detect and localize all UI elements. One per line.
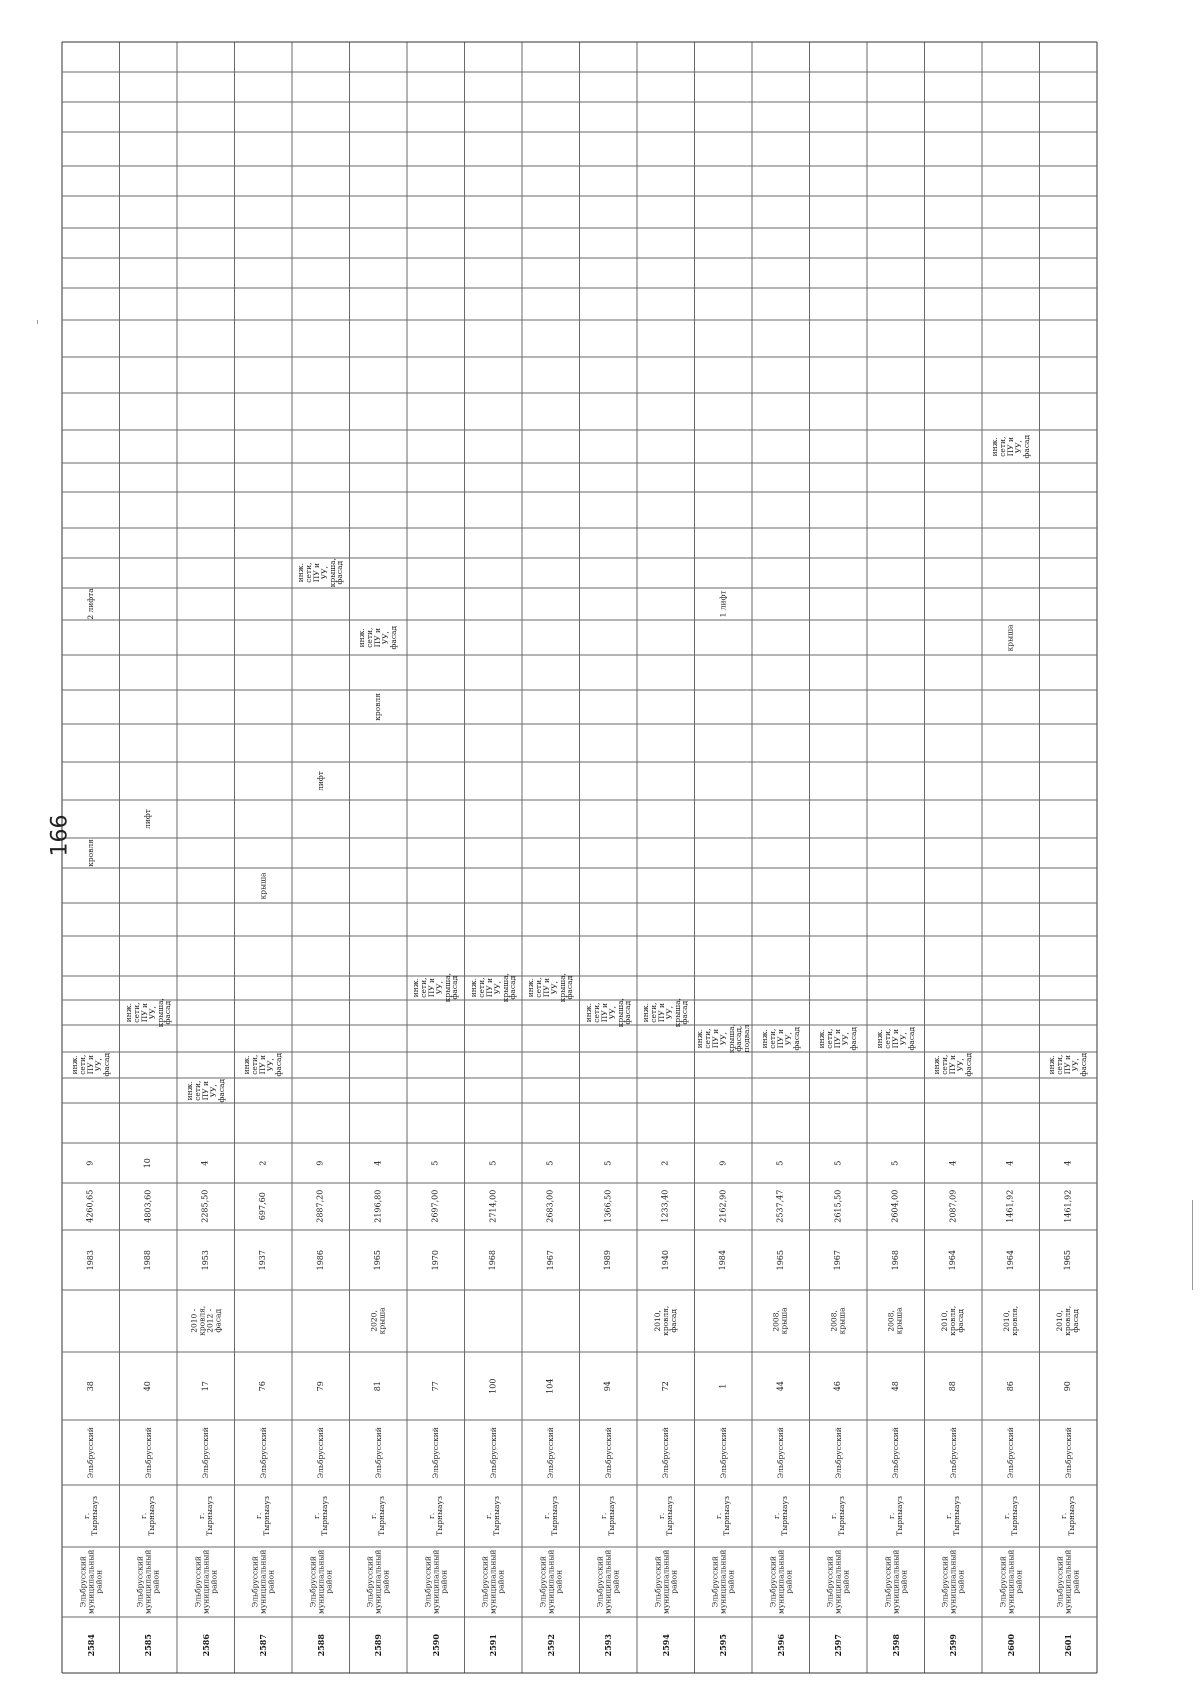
area-cell-text: 697,60 <box>258 1192 268 1221</box>
build-year-cell-text: 1937 <box>258 1249 268 1271</box>
area-cell-text: 4803,60 <box>143 1189 153 1224</box>
district-cell-text: Эльбрусский муниципальный район <box>135 1549 161 1615</box>
row-number-text: 2587 <box>258 1633 269 1657</box>
house-number-cell-text: 94 <box>603 1380 613 1392</box>
floors-cell-text: 5 <box>775 1160 785 1166</box>
house-number-cell-text: 72 <box>660 1380 670 1392</box>
locality-cell-text: г. Тырныауз <box>254 1496 272 1536</box>
street-cell-text: Эльбрусский <box>718 1426 728 1479</box>
work-type-cell-text: крыша <box>258 872 268 899</box>
floors-cell-text: 9 <box>315 1160 325 1166</box>
district-cell-text: Эльбрусский муниципальный район <box>537 1549 563 1615</box>
work-type-cell-text: инж. сети, ПУ и УУ, фасад <box>242 1053 284 1077</box>
district-cell-text: Эльбрусский муниципальный район <box>882 1549 908 1615</box>
work-type-cell-text: инж. сети, ПУ и УУ, фасад <box>357 625 399 650</box>
row-number-text: 2593 <box>603 1633 614 1657</box>
work-type-cell-text: 2 лифта <box>85 588 95 620</box>
district-cell-text: Эльбрусский муниципальный район <box>365 1549 391 1615</box>
previous-repairs-cell-text: 2008, крыша <box>886 1307 904 1335</box>
district-cell-text: Эльбрусский муниципальный район <box>480 1549 506 1615</box>
floors-cell-text: 4 <box>1005 1160 1015 1166</box>
locality-cell-text: г. Тырныауз <box>1059 1496 1077 1536</box>
build-year-cell-text: 1989 <box>603 1249 613 1271</box>
house-number-cell-text: 88 <box>948 1380 958 1392</box>
row-number-text: 2599 <box>948 1633 959 1657</box>
locality-cell-text: г. Тырныауз <box>541 1496 559 1536</box>
floors-cell-text: 5 <box>890 1160 900 1166</box>
area-cell-text: 2887,20 <box>315 1189 325 1224</box>
build-year-cell-text: 1940 <box>660 1249 670 1271</box>
row-number-text: 2598 <box>890 1633 901 1657</box>
area-cell-text: 1366,50 <box>603 1189 613 1224</box>
house-number-cell-text: 40 <box>143 1380 153 1392</box>
work-type-cell-text: инж. сети, ПУ и УУ, фасад <box>760 1026 801 1051</box>
work-type-cell-text: кровля <box>373 693 383 721</box>
area-cell-text: 2537,47 <box>775 1189 785 1224</box>
district-cell-text: Эльбрусский муниципальный район <box>595 1549 621 1615</box>
locality-cell-text: г. Тырныауз <box>1001 1496 1019 1536</box>
row-number-text: 2601 <box>1063 1633 1074 1657</box>
district-cell-text: Эльбрусский муниципальный район <box>1055 1549 1081 1615</box>
build-year-cell-text: 1964 <box>948 1249 958 1271</box>
floors-cell-text: 9 <box>85 1160 95 1166</box>
scan-edge-mark <box>37 320 38 324</box>
build-year-cell-text: 1986 <box>315 1249 325 1271</box>
district-cell-text: Эльбрусский муниципальный район <box>710 1549 736 1615</box>
area-cell-text: 2196,80 <box>373 1189 383 1224</box>
house-number-cell-text: 44 <box>775 1380 785 1392</box>
locality-cell-text: г. Тырныауз <box>369 1496 387 1536</box>
district-cell-text: Эльбрусский муниципальный район <box>422 1549 448 1615</box>
locality-cell-text: г. Тырныауз <box>886 1496 904 1536</box>
build-year-cell-text: 1968 <box>890 1249 900 1271</box>
row-number-text: 2589 <box>373 1633 384 1657</box>
row-number-text: 2600 <box>1005 1633 1016 1657</box>
locality-cell-text: г. Тырныауз <box>196 1496 214 1536</box>
work-type-cell-text: инж. сети, ПУ и УУ, фасад <box>932 1053 974 1077</box>
house-number-cell-text: 17 <box>200 1380 210 1392</box>
page-number-label: 166 <box>47 814 73 856</box>
district-cell-text: Эльбрусский муниципальный район <box>825 1549 851 1615</box>
area-cell-text: 2162,90 <box>718 1189 728 1224</box>
street-cell-text: Эльбрусский <box>85 1426 95 1479</box>
locality-cell-text: г. Тырныауз <box>311 1496 329 1536</box>
floors-cell-text: 5 <box>430 1160 440 1166</box>
row-number-text: 2591 <box>488 1633 499 1657</box>
work-type-cell-text: инж. сети, ПУ и УУ, крыша, фасад <box>641 997 690 1028</box>
build-year-cell-text: 1968 <box>488 1249 498 1271</box>
previous-repairs-cell-text: 2010 - кровля, 2012 - фасад <box>188 1305 222 1337</box>
district-cell-text: Эльбрусский муниципальный район <box>192 1549 218 1615</box>
build-year-cell-text: 1970 <box>430 1249 440 1271</box>
floors-cell-text: 5 <box>833 1160 843 1166</box>
floors-cell-text: 5 <box>603 1160 613 1166</box>
floors-cell-text: 5 <box>545 1160 555 1166</box>
street-cell-text: Эльбрусский <box>258 1426 268 1479</box>
district-cell-text: Эльбрусский муниципальный район <box>307 1549 333 1615</box>
row-number-text: 2595 <box>718 1633 729 1657</box>
build-year-cell-text: 1984 <box>718 1249 728 1271</box>
street-cell-text: Эльбрусский <box>200 1426 210 1479</box>
row-number-text: 2588 <box>315 1633 326 1657</box>
floors-cell-text: 4 <box>373 1160 383 1166</box>
build-year-cell-text: 1965 <box>775 1249 785 1271</box>
locality-cell-text: г. Тырныауз <box>139 1496 157 1536</box>
area-cell-text: 2087,09 <box>948 1189 958 1224</box>
area-cell-text: 2683,00 <box>545 1189 555 1224</box>
work-type-cell-text: инж. сети, ПУ и УУ, фасад <box>990 434 1031 459</box>
work-type-cell-text: инж. сети, ПУ и УУ, крыша, фасад <box>411 973 460 1003</box>
district-cell-text: Эльбрусский муниципальный район <box>997 1549 1023 1615</box>
house-number-cell-text: 48 <box>890 1380 900 1392</box>
floors-cell-text: 4 <box>948 1160 958 1166</box>
build-year-cell-text: 1967 <box>545 1249 555 1271</box>
floors-cell-text: 2 <box>660 1160 670 1166</box>
locality-cell-text: г. Тырныауз <box>656 1496 674 1536</box>
scan-edge-mark <box>1192 1200 1193 1290</box>
street-cell-text: Эльбрусский <box>315 1426 325 1479</box>
floors-cell-text: 9 <box>718 1160 728 1166</box>
work-type-cell-text: инж. сети, ПУ и УУ, фасад <box>875 1026 916 1051</box>
row-number-text: 2592 <box>545 1633 556 1657</box>
previous-repairs-cell-text: 2010, кровля, <box>1001 1305 1019 1337</box>
area-cell-text: 4260,65 <box>85 1189 95 1224</box>
locality-cell-text: г. Тырныауз <box>484 1496 502 1536</box>
floors-cell-text: 10 <box>143 1157 153 1169</box>
build-year-cell-text: 1965 <box>1063 1249 1073 1271</box>
build-year-cell-text: 1988 <box>143 1249 153 1271</box>
work-type-cell-text: инж. сети, ПУ и УУ, фасад <box>70 1053 111 1077</box>
house-number-cell-text: 77 <box>430 1380 440 1392</box>
street-cell-text: Эльбрусский <box>373 1426 383 1479</box>
house-number-cell-text: 86 <box>1005 1380 1015 1392</box>
street-cell-text: Эльбрусский <box>545 1426 555 1479</box>
floors-cell-text: 5 <box>488 1160 498 1166</box>
locality-cell-text: г. Тырныауз <box>771 1496 789 1536</box>
row-number-text: 2586 <box>200 1633 211 1657</box>
work-type-cell-text: инж. сети, ПУ и УУ, крыша, фасад <box>123 997 172 1028</box>
work-type-cell-text: инж. сети, ПУ и УУ, крыша, фасад <box>296 558 345 588</box>
area-cell-text: 2285,50 <box>200 1189 210 1224</box>
area-cell-text: 2697,00 <box>430 1189 440 1224</box>
district-cell-text: Эльбрусский муниципальный район <box>250 1549 276 1615</box>
previous-repairs-cell-text: 2010, кровля, фасад <box>1055 1305 1081 1337</box>
area-cell-text: 2604,00 <box>890 1189 900 1224</box>
locality-cell-text: г. Тырныауз <box>426 1496 444 1536</box>
row-number-text: 2585 <box>143 1633 154 1657</box>
street-cell-text: Эльбрусский <box>603 1426 613 1479</box>
district-cell-text: Эльбрусский муниципальный район <box>940 1549 966 1615</box>
area-cell-text: 1233,40 <box>660 1189 670 1224</box>
house-number-cell-text: 1 <box>718 1383 728 1389</box>
locality-cell-text: г. Тырныауз <box>81 1496 99 1536</box>
district-cell-text: Эльбрусский муниципальный район <box>767 1549 793 1615</box>
previous-repairs-cell-text: 2010, кровля, фасад <box>652 1305 678 1337</box>
build-year-cell-text: 1964 <box>1005 1249 1015 1271</box>
previous-repairs-cell-text: 2008, крыша <box>829 1307 847 1335</box>
row-number-text: 2597 <box>833 1633 844 1657</box>
locality-cell-text: г. Тырныауз <box>829 1496 847 1536</box>
work-type-cell-text: инж. сети, ПУ и УУ, крыша, фасад <box>583 997 632 1028</box>
work-type-cell-text: инж. сети, ПУ и УУ, фасад <box>185 1078 226 1103</box>
work-type-cell-text: инж. сети, ПУ и УУ, крыша, фасад, подвал <box>694 1023 751 1054</box>
build-year-cell-text: 1953 <box>200 1249 210 1271</box>
area-cell-text: 1461,92 <box>1005 1189 1015 1224</box>
floors-cell-text: 4 <box>200 1160 210 1166</box>
work-type-cell-text: 1 лифт <box>718 590 728 618</box>
work-type-cell-text: инж. сети, ПУ и УУ, фасад <box>817 1026 859 1051</box>
house-number-cell-text: 81 <box>373 1380 383 1392</box>
house-number-cell-text: 100 <box>488 1378 498 1394</box>
street-cell-text: Эльбрусский <box>660 1426 670 1479</box>
street-cell-text: Эльбрусский <box>488 1426 498 1479</box>
page-number <box>40 815 80 855</box>
work-type-cell-text: инж. сети, ПУ и УУ, крыша, фасад <box>468 973 517 1003</box>
area-cell-text: 2615,50 <box>833 1189 843 1224</box>
house-number-cell-text: 79 <box>315 1380 325 1392</box>
street-cell-text: Эльбрусский <box>890 1426 900 1479</box>
house-number-cell-text: 76 <box>258 1380 268 1392</box>
street-cell-text: Эльбрусский <box>143 1426 153 1479</box>
row-number-text: 2590 <box>430 1633 441 1657</box>
build-year-cell-text: 1983 <box>85 1249 95 1271</box>
street-cell-text: Эльбрусский <box>430 1426 440 1479</box>
row-number-text: 2584 <box>85 1633 96 1657</box>
house-number-cell-text: 38 <box>85 1380 95 1392</box>
district-cell-text: Эльбрусский муниципальный район <box>652 1549 678 1615</box>
floors-cell-text: 4 <box>1063 1160 1073 1166</box>
street-cell-text: Эльбрусский <box>1005 1426 1015 1479</box>
locality-cell-text: г. Тырныауз <box>944 1496 962 1536</box>
previous-repairs-cell-text: 2008, крыша <box>771 1307 789 1335</box>
area-cell-text: 1461,92 <box>1063 1189 1073 1224</box>
street-cell-text: Эльбрусский <box>948 1426 958 1479</box>
work-type-cell-text: лифт <box>315 771 325 791</box>
work-type-cell-text: инж. сети, ПУ и УУ, фасад <box>1047 1053 1089 1077</box>
work-type-cell-text: инж. сети, ПУ и УУ, крыша, фасад <box>526 973 575 1003</box>
house-number-cell-text: 90 <box>1063 1380 1073 1392</box>
build-year-cell-text: 1965 <box>373 1249 383 1271</box>
work-type-cell-text: крыша <box>1005 624 1015 651</box>
house-number-cell-text: 46 <box>833 1380 843 1392</box>
street-cell-text: Эльбрусский <box>833 1426 843 1479</box>
locality-cell-text: г. Тырныауз <box>714 1496 732 1536</box>
street-cell-text: Эльбрусский <box>775 1426 785 1479</box>
work-type-cell-text: кровля <box>85 839 95 867</box>
row-number-text: 2596 <box>775 1633 786 1657</box>
street-cell-text: Эльбрусский <box>1063 1426 1073 1479</box>
build-year-cell-text: 1967 <box>833 1249 843 1271</box>
district-cell-text: Эльбрусский муниципальный район <box>77 1549 103 1615</box>
locality-cell-text: г. Тырныауз <box>599 1496 617 1536</box>
house-number-cell-text: 104 <box>545 1378 555 1394</box>
row-number-text: 2594 <box>660 1633 671 1657</box>
previous-repairs-cell-text: 2010, кровля, фасад <box>940 1305 966 1337</box>
previous-repairs-cell-text: 2020, крыша <box>369 1307 387 1335</box>
work-type-cell-text: лифт <box>143 809 153 829</box>
area-cell-text: 2714,00 <box>488 1189 498 1224</box>
floors-cell-text: 2 <box>258 1160 268 1166</box>
